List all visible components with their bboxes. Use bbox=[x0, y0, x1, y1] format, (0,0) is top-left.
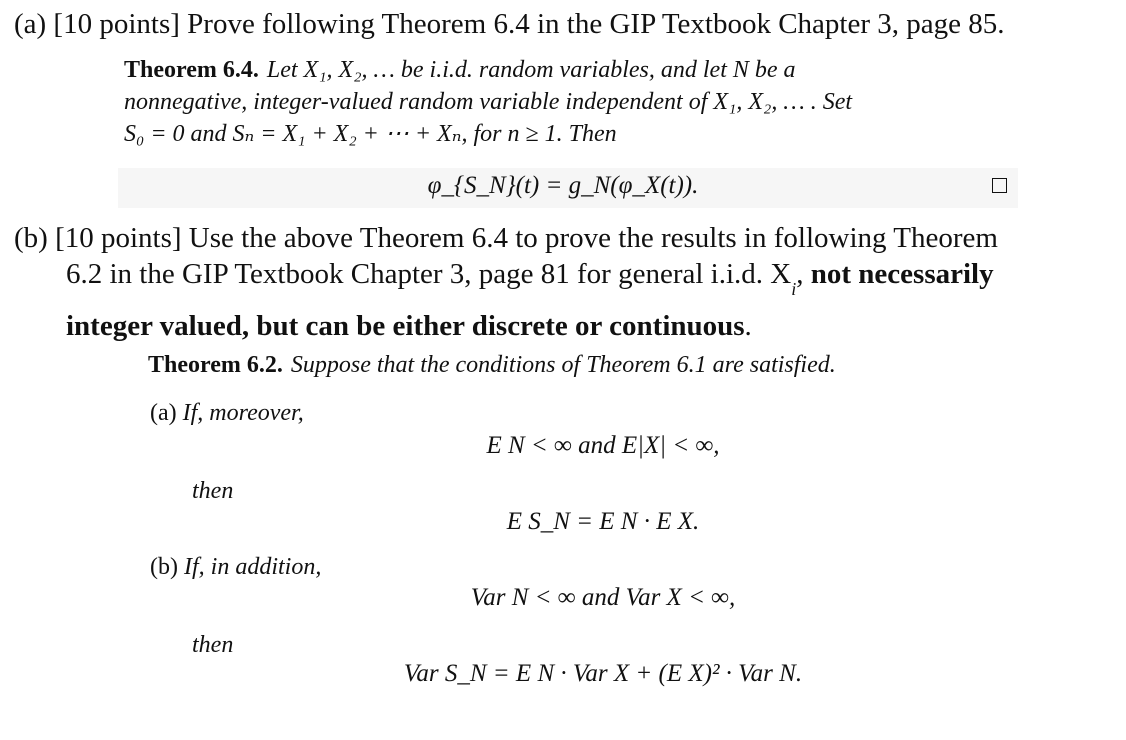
part-a-text: Prove following Theorem 6.4 in the GIP Textbook Chapter 3, page 85. bbox=[187, 8, 1005, 40]
part-a-text-6-2: If, moreover, bbox=[182, 400, 304, 426]
theorem-6-2-heading: Theorem 6.2. bbox=[148, 352, 283, 378]
part-b-label: (b) [10 points] bbox=[14, 222, 182, 254]
part-b-line1-text: Use the above Theorem 6.4 to prove the results in following Theorem bbox=[188, 222, 998, 254]
part-a-question bbox=[14, 8, 1005, 41]
theorem-6-2-text: Suppose that the conditions of Theorem 6.1 are satisfied. bbox=[290, 352, 836, 378]
condition-b-text: Var N < ∞ and Var X < ∞, bbox=[470, 584, 736, 611]
theorem-6-4-formula-text: φ_{S_N}(t) = g_N(φ_X(t)). bbox=[427, 172, 699, 199]
part-a-label-6-2: (a) bbox=[150, 400, 177, 426]
part-b-bold-2: integer valued, but can be either discrete or continuous bbox=[66, 310, 745, 342]
part-b-text-6-2: If, in addition, bbox=[183, 554, 322, 580]
theorem-6-4-line2: nonnegative, integer-valued random variable independent of X₁, X₂, … . Set bbox=[124, 89, 853, 115]
condition-a-text: E N < ∞ and E|X| < ∞, bbox=[486, 432, 720, 459]
part-b-subscript: i bbox=[791, 279, 797, 299]
part-b-line1 bbox=[14, 222, 998, 255]
result-b-text: Var S_N = E N · Var X + (E X)² · Var N. bbox=[403, 660, 803, 687]
theorem-6-4-heading: Theorem 6.4. bbox=[124, 57, 259, 83]
result-a bbox=[0, 508, 1126, 536]
condition-b bbox=[0, 584, 1126, 612]
result-a-text: E S_N = E N · E X. bbox=[506, 508, 700, 535]
theorem-6-4-line1: Let X₁, X₂, … be i.i.d. random variables, and let N be a bbox=[266, 57, 796, 83]
theorem-6-4-line3: S₀ = 0 and Sₙ = X₁ + X₂ + ⋯ + Xₙ, for n ≥ 1. Then bbox=[124, 121, 617, 147]
theorem-6-2-part-b bbox=[150, 554, 321, 581]
theorem-6-2-part-a bbox=[150, 400, 304, 427]
theorem-6-4 bbox=[124, 54, 852, 150]
theorem-6-4-formula bbox=[0, 172, 1126, 200]
result-b bbox=[0, 660, 1126, 688]
part-b-period: . bbox=[744, 310, 752, 342]
then-2: then bbox=[192, 632, 234, 658]
part-b-label-6-2: (b) bbox=[150, 554, 178, 580]
part-b-line2-text: 6.2 in the GIP Textbook Chapter 3, page 81 for general i.i.d. X bbox=[66, 258, 792, 290]
theorem-6-2-header bbox=[148, 352, 836, 379]
part-b-line2 bbox=[66, 258, 994, 299]
part-b-bold-1: not necessarily bbox=[810, 258, 994, 290]
part-b-line3 bbox=[66, 310, 752, 343]
qed-symbol bbox=[992, 178, 1007, 198]
part-b-comma: , bbox=[796, 258, 804, 290]
part-a-label: (a) [10 points] bbox=[14, 8, 180, 40]
condition-a bbox=[0, 432, 1126, 460]
then-1: then bbox=[192, 478, 234, 504]
